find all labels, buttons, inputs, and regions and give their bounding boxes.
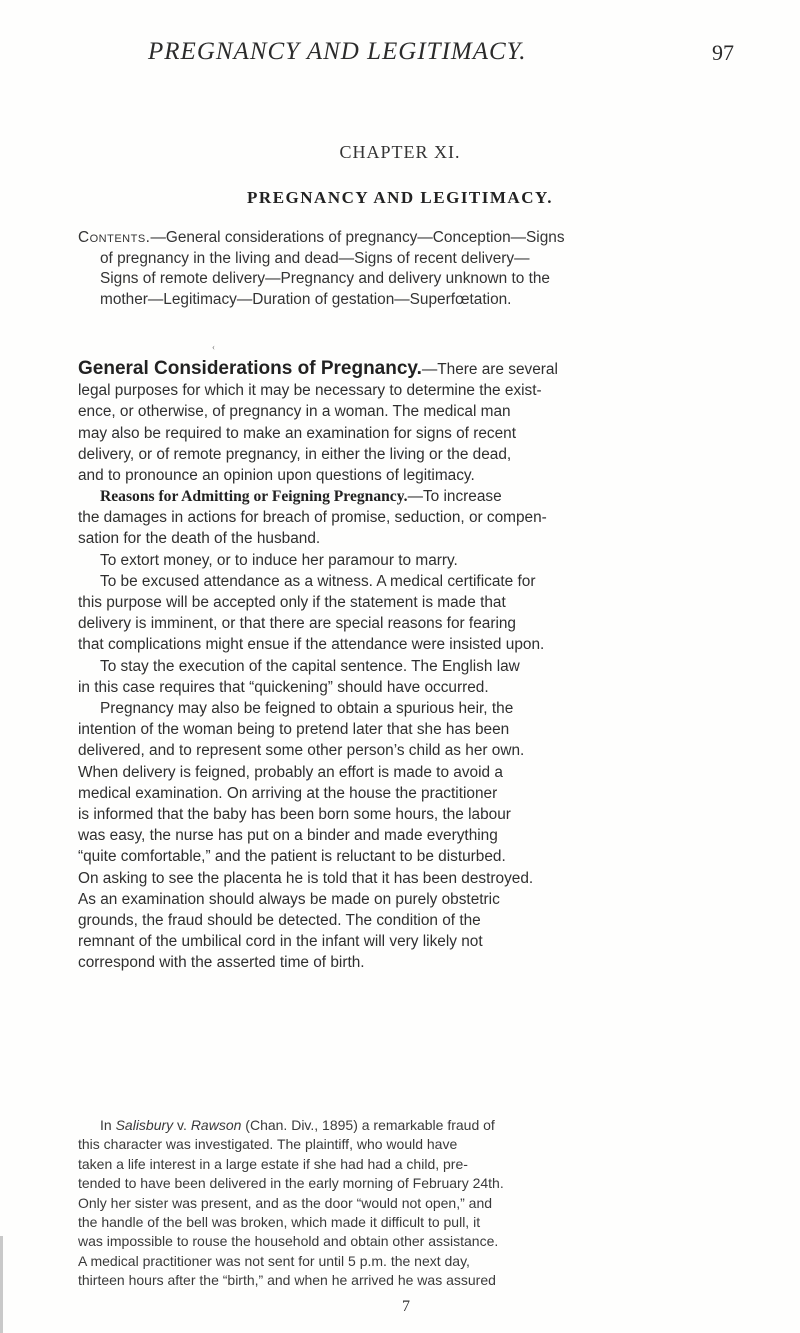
page-edge-shadow <box>0 1236 3 1333</box>
signature-mark: 7 <box>402 1298 410 1315</box>
paragraph-line: delivery, or of remote pregnancy, in either the living or the dead, <box>78 445 512 463</box>
paragraph-line: correspond with the asserted time of birth. <box>78 954 365 972</box>
contents-line: mother—Legitimacy—Duration of gestation—Superfœtation. <box>100 290 512 308</box>
case-text: v. <box>173 1117 191 1133</box>
case-name: Salisbury <box>115 1117 174 1133</box>
paragraph-line: is informed that the baby has been born some hours, the labour <box>78 806 511 824</box>
case-note <box>78 1116 730 1291</box>
case-line: was impossible to rouse the household and obtain other assistance. <box>78 1233 499 1250</box>
chapter-contents <box>78 228 730 310</box>
paragraph-line: in this case requires that “quickening” should have occurred. <box>78 678 489 696</box>
case-line: A medical practitioner was not sent for until 5 p.m. the next day, <box>78 1252 470 1269</box>
contents-line: of pregnancy in the living and dead—Signs of recent delivery— <box>100 249 530 267</box>
paragraph-line: was easy, the nurse has put on a binder and made everything <box>78 827 498 845</box>
paragraph-line: legal purposes for which it may be necessary to determine the exist- <box>78 382 542 400</box>
case-line: taken a life interest in a large estate if she had had a child, pre- <box>78 1155 468 1172</box>
paragraph-line: —To increase <box>407 488 502 505</box>
paragraph-line: “quite comfortable,” and the patient is reluctant to be disturbed. <box>78 848 506 866</box>
running-head <box>0 38 800 78</box>
paragraph-line: delivery is imminent, or that there are special reasons for fearing <box>78 615 516 633</box>
paragraph-line: On asking to see the placenta he is told that it has been destroyed. <box>78 869 534 887</box>
contents-line <box>78 228 730 249</box>
section-heading: Reasons for Admitting or Feigning Pregnancy. <box>100 488 408 505</box>
paragraph-line: remnant of the umbilical cord in the infant will very likely not <box>78 933 483 951</box>
paragraph-line: sation for the death of the husband. <box>78 530 321 548</box>
running-title: PREGNANCY AND LEGITIMACY. <box>148 38 527 65</box>
paragraph-line: To extort money, or to induce her paramour to marry. <box>100 551 458 569</box>
case-line: this character was investigated. The plaintiff, who would have <box>78 1136 458 1153</box>
paragraph-line: ence, or otherwise, of pregnancy in a woman. The medical man <box>78 403 511 421</box>
paragraph-line: grounds, the fraud should be detected. The condition of the <box>78 912 481 930</box>
contents-label: Contents. <box>78 229 151 246</box>
section-general-considerations <box>78 358 730 486</box>
case-line: thirteen hours after the “birth,” and when he arrived he was assured <box>78 1272 496 1289</box>
paragraph-line: —There are several <box>421 361 558 378</box>
paragraph-line: To stay the execution of the capital sentence. The English law <box>100 657 520 675</box>
contents-text: —General considerations of pregnancy—Conception—Signs <box>150 229 565 246</box>
case-line: the handle of the bell was broken, which made it difficult to pull, it <box>78 1214 481 1231</box>
case-text: In <box>100 1117 116 1133</box>
section-heading: General Considerations of Pregnancy. <box>78 358 422 379</box>
paragraph-line: the damages in actions for breach of promise, seduction, or compen- <box>78 509 547 527</box>
case-line: Only her sister was present, and as the door “would not open,” and <box>78 1194 493 1211</box>
paragraph-line: may also be required to make an examination for signs of recent <box>78 424 517 442</box>
paragraph-line: When delivery is feigned, probably an effort is made to avoid a <box>78 763 503 781</box>
paragraph-line: To be excused attendance as a witness. A medical certificate for <box>100 572 536 590</box>
case-text: (Chan. Div., 1895) a remarkable fraud of <box>241 1117 495 1133</box>
contents-line: Signs of remote delivery—Pregnancy and delivery unknown to the <box>100 270 550 287</box>
chapter-title: PREGNANCY AND LEGITIMACY. <box>247 188 553 207</box>
chapter-number: CHAPTER XI. <box>339 142 461 162</box>
paragraph-line: delivered, and to represent some other person’s child as her own. <box>78 742 525 760</box>
stray-mark: ‹ <box>212 342 215 352</box>
section-reasons <box>78 486 730 974</box>
case-line: tended to have been delivered in the early morning of February 24th. <box>78 1175 504 1192</box>
paragraph-line: that complications might ensue if the attendance were insisted upon. <box>78 636 545 654</box>
paragraph-line: intention of the woman being to pretend later that she has been <box>78 721 510 739</box>
paragraph-line: As an examination should always be made on purely obstetric <box>78 890 500 908</box>
paragraph-line: this purpose will be accepted only if the statement is made that <box>78 594 506 612</box>
page-number: 97 <box>712 40 734 65</box>
paragraph-line: medical examination. On arriving at the house the practitioner <box>78 784 498 802</box>
case-name: Rawson <box>190 1117 242 1133</box>
paragraph-line: and to pronounce an opinion upon questions of legitimacy. <box>78 467 475 485</box>
paragraph-line: Pregnancy may also be feigned to obtain a spurious heir, the <box>100 700 514 718</box>
